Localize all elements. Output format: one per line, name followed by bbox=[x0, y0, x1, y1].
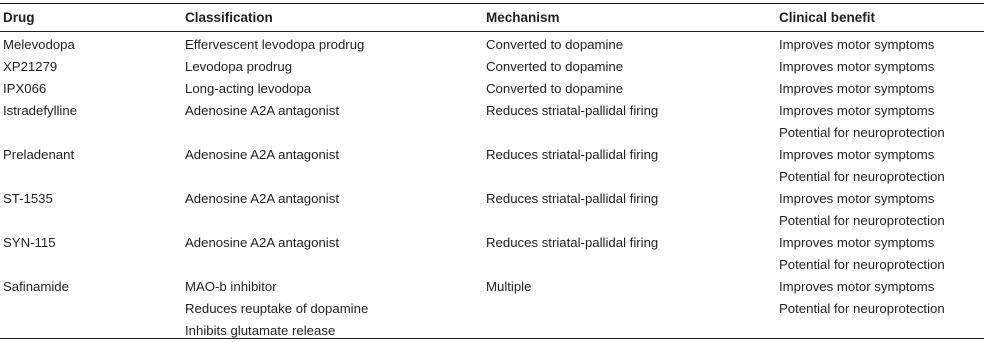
cell-line: Inhibits glutamate release bbox=[185, 323, 336, 338]
table-bottom-rule bbox=[0, 338, 984, 339]
cell-classification bbox=[185, 144, 339, 166]
cell-mechanism bbox=[486, 144, 658, 166]
cell-line: Converted to dopamine bbox=[486, 37, 624, 52]
cell-line: MAO-b inhibitor bbox=[185, 279, 277, 294]
cell-mechanism bbox=[486, 34, 623, 56]
cell-line: Adenosine A2A antagonist bbox=[185, 147, 339, 162]
cell-line: XP21279 bbox=[3, 59, 58, 74]
header-drug: Drug bbox=[3, 10, 35, 25]
cell-line: Improves motor symptoms bbox=[779, 147, 935, 162]
cell-drug bbox=[3, 276, 69, 298]
cell-line: Improves motor symptoms bbox=[779, 81, 935, 96]
cell-drug bbox=[3, 78, 46, 100]
cell-clinical-benefit bbox=[779, 100, 945, 144]
cell-line: Converted to dopamine bbox=[486, 81, 624, 96]
cell-classification bbox=[185, 78, 311, 100]
cell-line: IPX066 bbox=[3, 81, 47, 96]
cell-mechanism bbox=[486, 232, 658, 254]
cell-clinical-benefit bbox=[779, 188, 945, 232]
cell-drug bbox=[3, 144, 74, 166]
cell-mechanism bbox=[486, 56, 623, 78]
table-top-rule bbox=[0, 3, 984, 4]
cell-clinical-benefit bbox=[779, 34, 934, 56]
cell-line: Melevodopa bbox=[3, 37, 75, 52]
cell-line: Converted to dopamine bbox=[486, 59, 624, 74]
cell-line: Reduces reuptake of dopamine bbox=[185, 301, 369, 316]
cell-drug bbox=[3, 100, 77, 122]
cell-line: Istradefylline bbox=[3, 103, 78, 118]
cell-line: Long-acting levodopa bbox=[185, 81, 312, 96]
cell-line: Improves motor symptoms bbox=[779, 279, 935, 294]
cell-drug bbox=[3, 188, 53, 210]
cell-line: Preladenant bbox=[3, 147, 75, 162]
cell-drug bbox=[3, 56, 57, 78]
cell-classification bbox=[185, 56, 292, 78]
cell-drug bbox=[3, 232, 56, 254]
cell-line: Potential for neuroprotection bbox=[779, 169, 945, 184]
cell-line: Reduces striatal-pallidal firing bbox=[486, 147, 659, 162]
cell-clinical-benefit bbox=[779, 232, 945, 276]
table-header-row bbox=[0, 9, 984, 29]
cell-classification bbox=[185, 100, 339, 122]
cell-line: Potential for neuroprotection bbox=[779, 257, 945, 272]
cell-line: Safinamide bbox=[3, 279, 69, 294]
table-header-rule bbox=[0, 31, 984, 32]
cell-line: Reduces striatal-pallidal firing bbox=[486, 191, 659, 206]
cell-line: Improves motor symptoms bbox=[779, 37, 935, 52]
cell-clinical-benefit bbox=[779, 276, 945, 320]
cell-line: Effervescent levodopa prodrug bbox=[185, 37, 365, 52]
cell-mechanism bbox=[486, 78, 623, 100]
cell-classification bbox=[185, 232, 339, 254]
header-mechanism: Mechanism bbox=[486, 10, 560, 25]
cell-line: Multiple bbox=[486, 279, 532, 294]
cell-line: Reduces striatal-pallidal firing bbox=[486, 235, 659, 250]
cell-line: Improves motor symptoms bbox=[779, 59, 935, 74]
cell-line: Adenosine A2A antagonist bbox=[185, 235, 339, 250]
cell-drug bbox=[3, 34, 75, 56]
cell-mechanism bbox=[486, 100, 658, 122]
cell-line: Potential for neuroprotection bbox=[779, 213, 945, 228]
cell-line: Improves motor symptoms bbox=[779, 235, 935, 250]
cell-line: Potential for neuroprotection bbox=[779, 301, 945, 316]
cell-classification bbox=[185, 34, 364, 56]
header-clinical-benefit: Clinical benefit bbox=[779, 10, 876, 25]
cell-clinical-benefit bbox=[779, 78, 934, 100]
cell-line: Improves motor symptoms bbox=[779, 191, 935, 206]
cell-line: SYN-115 bbox=[3, 235, 56, 250]
cell-mechanism bbox=[486, 188, 658, 210]
cell-clinical-benefit bbox=[779, 144, 945, 188]
cell-line: Adenosine A2A antagonist bbox=[185, 191, 339, 206]
cell-clinical-benefit bbox=[779, 56, 934, 78]
cell-classification bbox=[185, 276, 368, 342]
cell-line: Improves motor symptoms bbox=[779, 103, 935, 118]
cell-classification bbox=[185, 188, 339, 210]
cell-line: Potential for neuroprotection bbox=[779, 125, 945, 140]
cell-line: Levodopa prodrug bbox=[185, 59, 293, 74]
header-classification: Classification bbox=[185, 10, 273, 25]
cell-line: Adenosine A2A antagonist bbox=[185, 103, 339, 118]
cell-line: ST-1535 bbox=[3, 191, 53, 206]
cell-line: Reduces striatal-pallidal firing bbox=[486, 103, 659, 118]
cell-mechanism bbox=[486, 276, 531, 298]
